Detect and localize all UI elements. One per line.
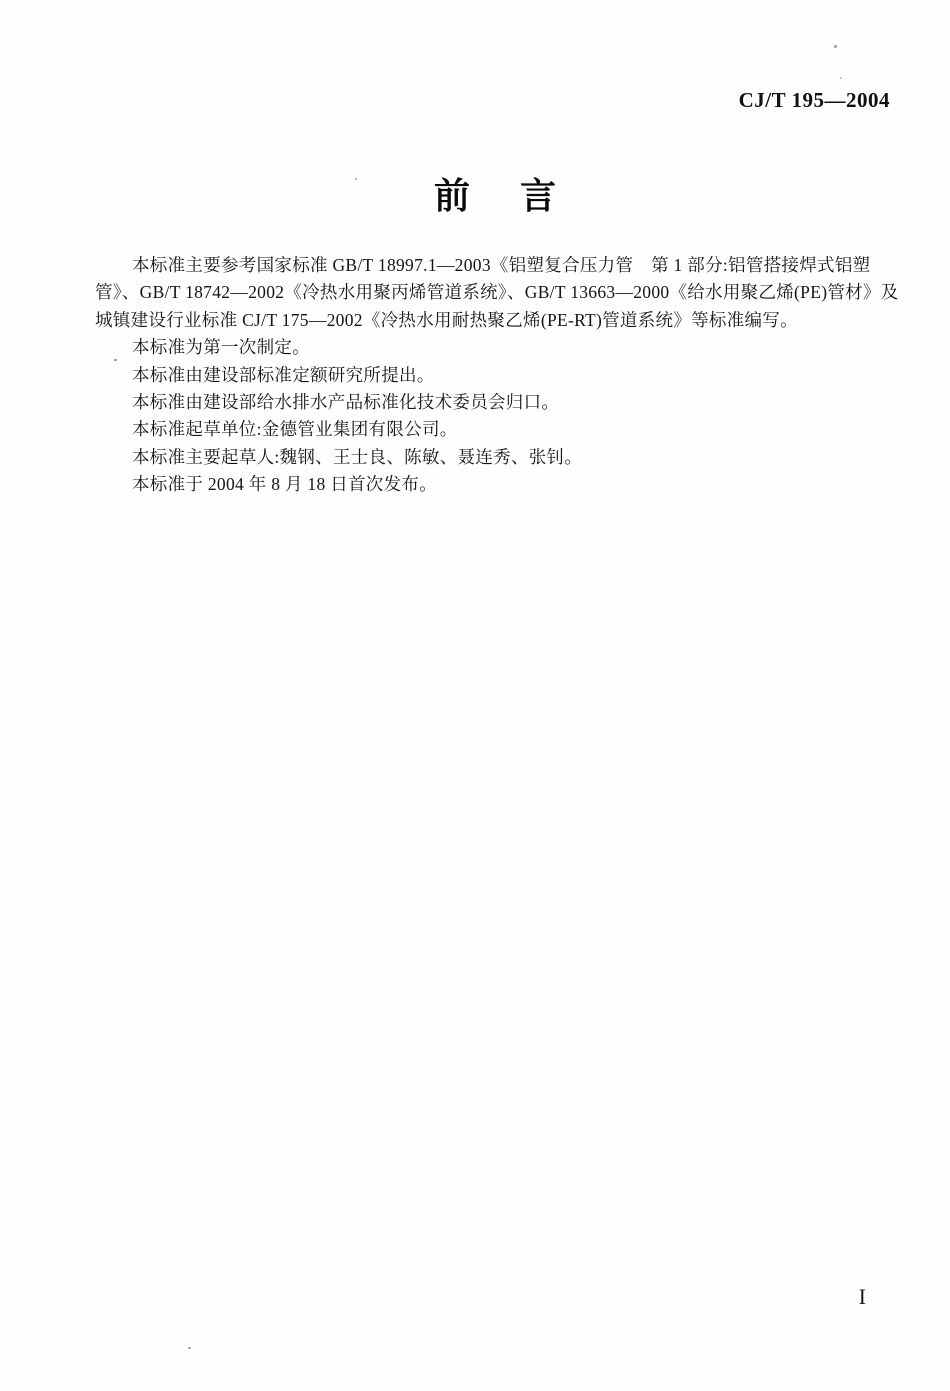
scan-speck: [188, 1347, 191, 1349]
title-char-2: 言: [520, 175, 557, 216]
foreword-line: 本标准由建设部标准定额研究所提出。: [132, 364, 435, 385]
foreword-line: 城镇建设行业标准 CJ/T 175—2002《冷热水用耐热聚乙烯(PE-RT)管道系统》等标准编写。: [95, 309, 798, 330]
page-title: [434, 168, 556, 219]
scan-speck: [355, 178, 357, 180]
scan-speck: [114, 359, 117, 361]
standard-code: CJ/T 195—2004: [738, 88, 890, 112]
foreword-line: 管》、GB/T 18742—2002《冷热水用聚丙烯管道系统》、GB/T 13663—2000《给水用聚乙烯(PE)管材》及: [95, 282, 899, 303]
foreword-body: [95, 252, 899, 499]
foreword-line: 本标准起草单位:金德管业集团有限公司。: [132, 419, 458, 440]
foreword-line: 本标准于 2004 年 8 月 18 日首次发布。: [132, 474, 437, 495]
title-char-1: 前: [433, 175, 470, 216]
foreword-line: 本标准主要参考国家标准 GB/T 18997.1—2003《铝塑复合压力管 第 1 部分:铝管搭接焊式铝塑: [132, 255, 871, 275]
scan-speck: [834, 45, 837, 48]
page-number: I: [858, 1284, 866, 1309]
scan-speck: [840, 77, 842, 79]
foreword-line: 本标准主要起草人:魏钢、王士良、陈敏、聂连秀、张钊。: [132, 446, 583, 467]
foreword-line: 本标准为第一次制定。: [132, 337, 310, 358]
foreword-line: 本标准由建设部给水排水产品标准化技术委员会归口。: [132, 391, 560, 412]
